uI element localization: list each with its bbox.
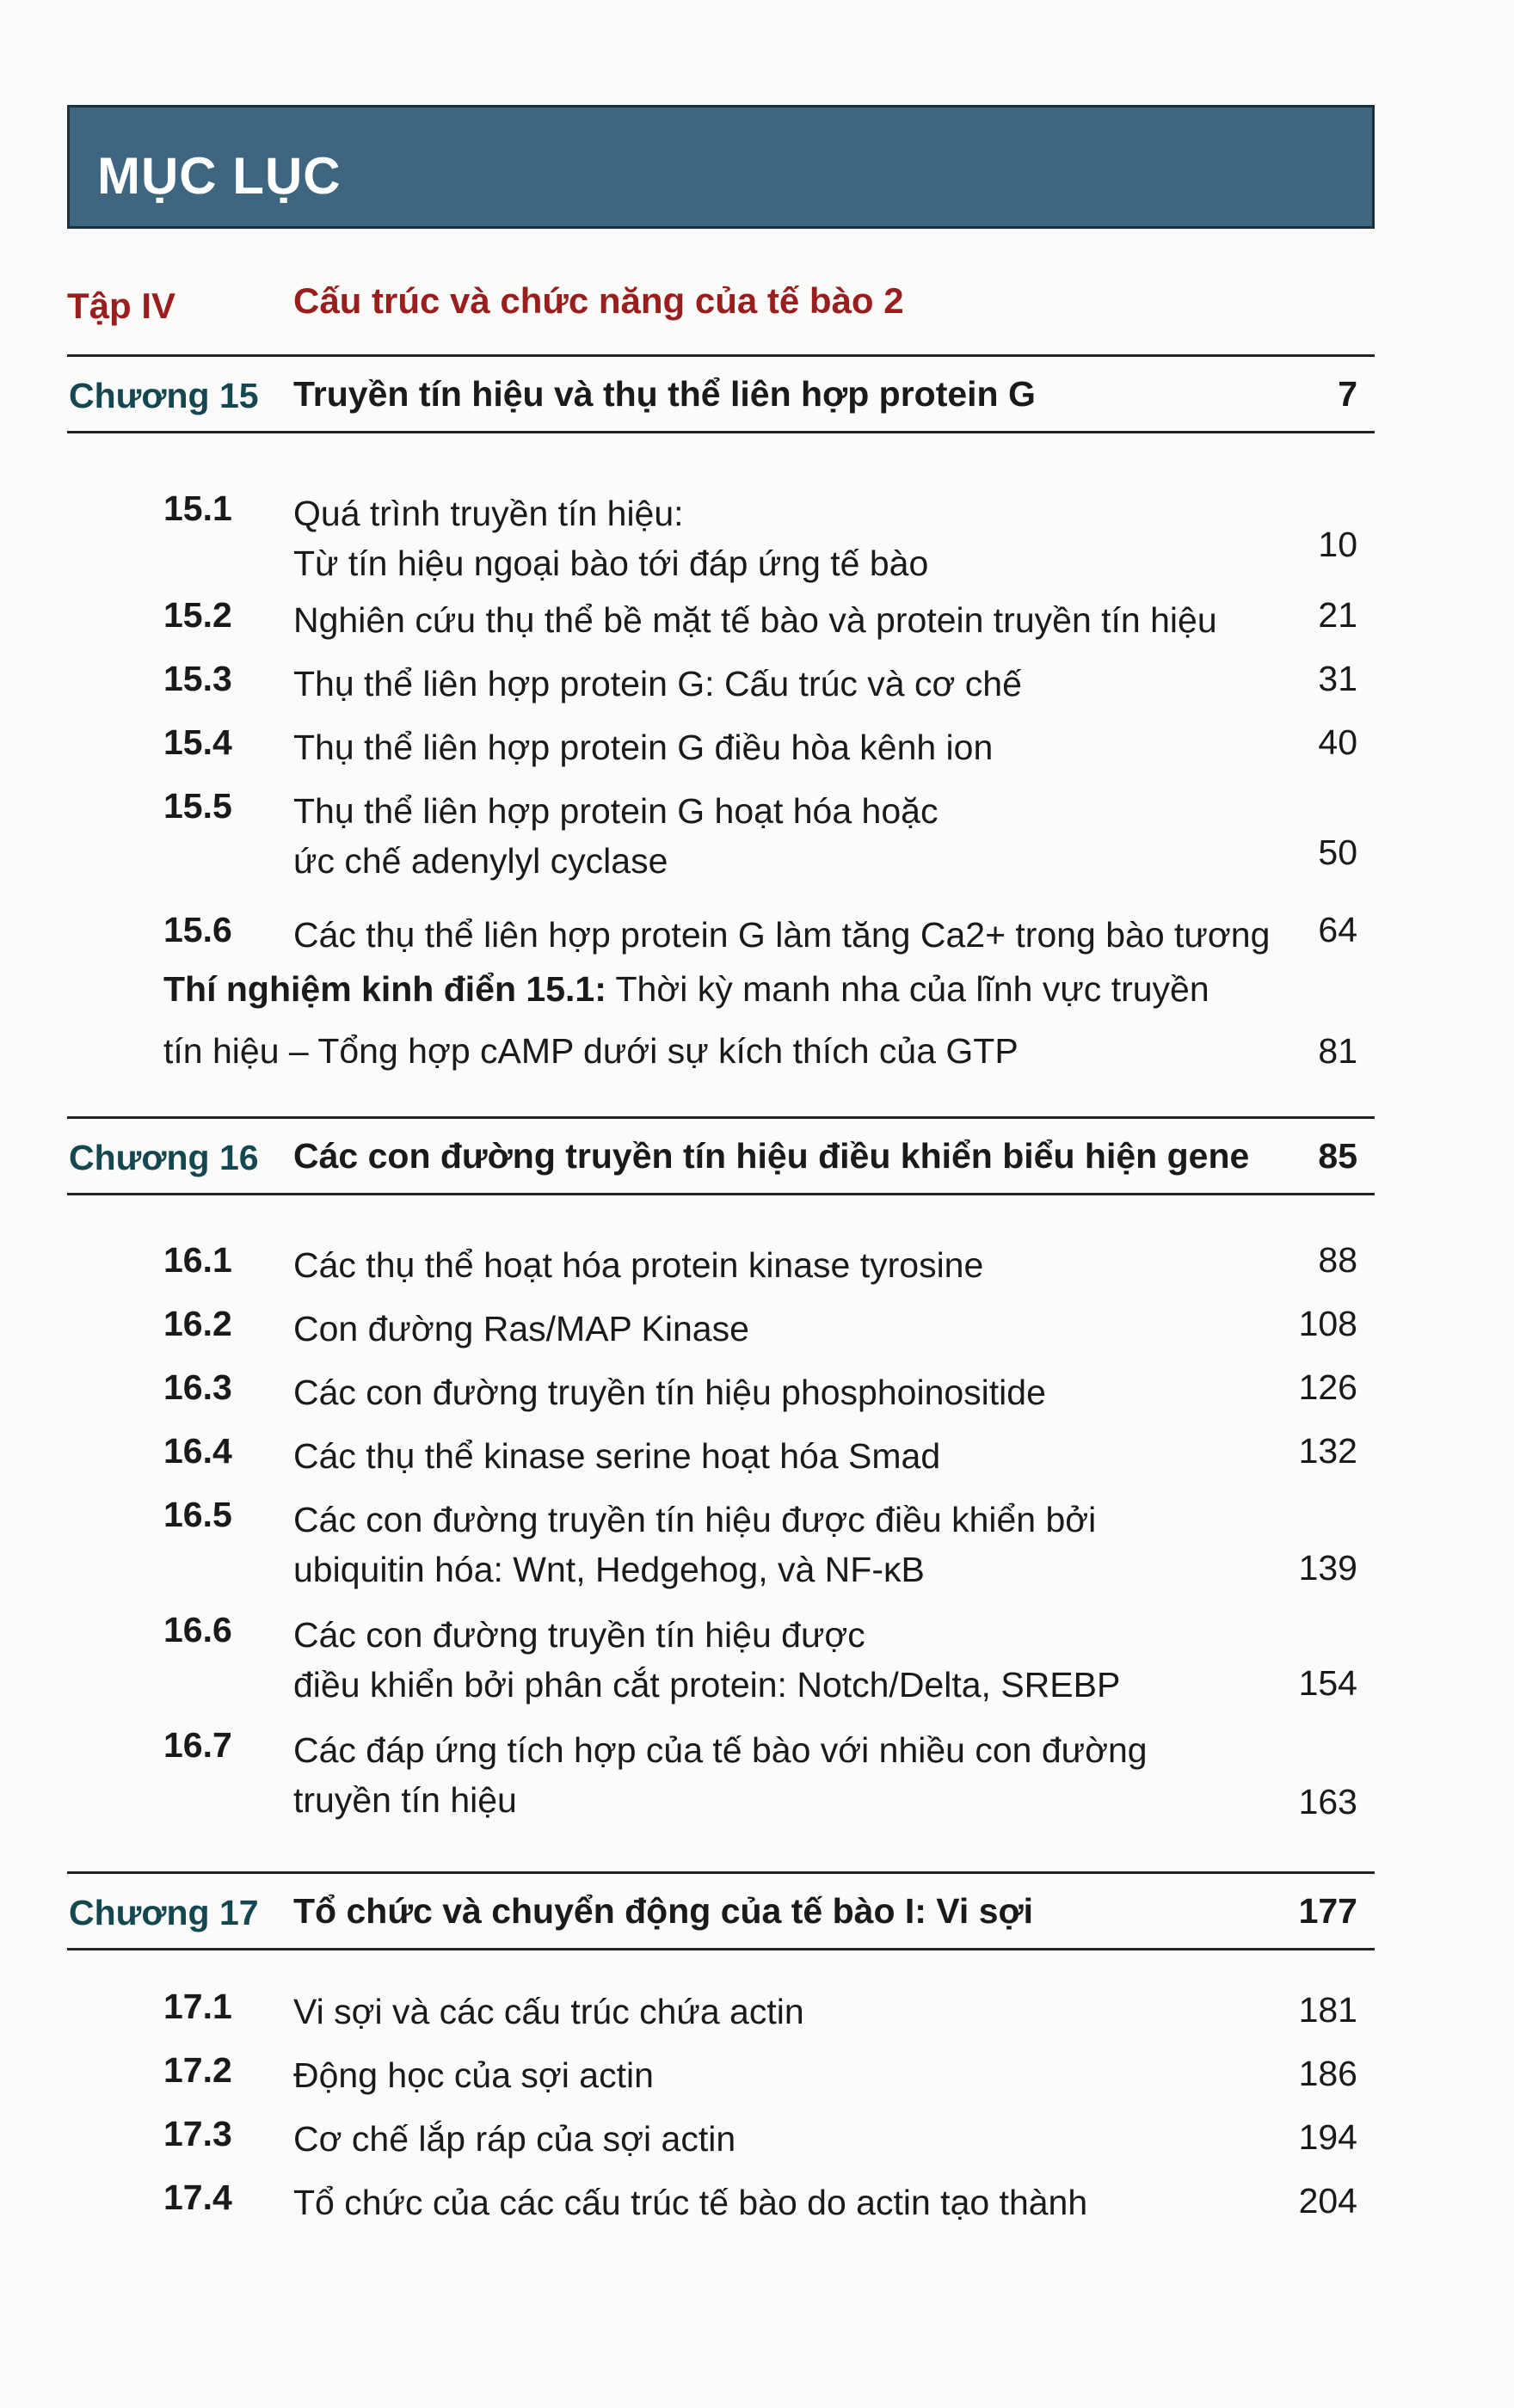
section-title: Động học của sợi actin [293, 2055, 654, 2095]
section-number: 16.3 [163, 1367, 232, 1407]
chapter-page: 7 [1338, 374, 1357, 414]
section-page: 88 [1318, 1240, 1357, 1280]
chapter-heading-17[interactable] [67, 1871, 1375, 1950]
chapter-title: Các con đường truyền tín hiệu điều khiển biểu hiện gene [293, 1136, 1250, 1176]
experiment-page: 81 [1318, 1031, 1357, 1071]
section-title: Nghiên cứu thụ thể bề mặt tế bào và protein truyền tín hiệu [293, 600, 1217, 640]
section-page: 154 [1298, 1663, 1357, 1703]
section-title: Cơ chế lắp ráp của sợi actin [293, 2119, 736, 2159]
section-number: 17.1 [163, 1987, 232, 2026]
chapter-label: Chương 15 [69, 376, 259, 415]
section-number: 16.5 [163, 1495, 232, 1534]
section-number: 16.7 [163, 1725, 232, 1765]
section-number: 17.3 [163, 2114, 232, 2153]
chapter-page: 177 [1298, 1891, 1357, 1931]
section-page: 163 [1298, 1782, 1357, 1821]
section-page: 186 [1298, 2054, 1357, 2093]
section-number: 15.5 [163, 786, 232, 826]
section-title: Con đường Ras/MAP Kinase [293, 1309, 749, 1348]
section-number: 16.6 [163, 1610, 232, 1649]
section-title: Thụ thể liên hợp protein G hoạt hóa hoặc ức chế adenylyl cyclase [293, 791, 939, 881]
section-number: 15.6 [163, 910, 232, 949]
experiment-title-line1: Thời kỳ manh nha của lĩnh vực truyền [615, 969, 1209, 1009]
section-page: 21 [1318, 595, 1357, 635]
section-number: 16.4 [163, 1431, 232, 1471]
section-title: Các thụ thể liên hợp protein G làm tăng Ca2+ trong bào tương [293, 915, 1271, 955]
chapter-title: Truyền tín hiệu và thụ thể liên hợp protein G [293, 374, 1036, 414]
chapter-heading-16[interactable] [67, 1116, 1375, 1195]
chapter-label: Chương 17 [69, 1893, 259, 1932]
volume-label: Tập IV [67, 286, 176, 326]
section-number: 17.2 [163, 2050, 232, 2090]
section-title: Các con đường truyền tín hiệu được điều khiển bởi ubiquitin hóa: Wnt, Hedgehog, và NF-κB [293, 1500, 1097, 1589]
volume-title: Cấu trúc và chức năng của tế bào 2 [293, 280, 904, 321]
section-title: Tổ chức của các cấu trúc tế bào do actin tạo thành [293, 2183, 1088, 2222]
classic-experiment-entry[interactable] [163, 958, 1375, 1082]
chapter-page: 85 [1318, 1136, 1357, 1176]
section-number: 15.3 [163, 659, 232, 698]
section-title: Thụ thể liên hợp protein G: Cấu trúc và cơ chế [293, 664, 1022, 703]
section-page: 64 [1318, 910, 1357, 949]
section-number: 15.4 [163, 722, 232, 762]
chapter-heading-15[interactable] [67, 354, 1375, 433]
section-title: Các đáp ứng tích hợp của tế bào với nhiều con đường truyền tín hiệu [293, 1730, 1148, 1820]
section-page: 10 [1318, 525, 1357, 564]
section-number: 16.2 [163, 1304, 232, 1343]
section-page: 139 [1298, 1548, 1357, 1588]
toc-banner [67, 105, 1375, 229]
section-number: 15.2 [163, 595, 232, 635]
experiment-label: Thí nghiệm kinh điển 15.1: [163, 969, 606, 1009]
section-page: 31 [1318, 659, 1357, 698]
section-title: Các thụ thể kinase serine hoạt hóa Smad [293, 1436, 941, 1476]
section-page: 40 [1318, 722, 1357, 762]
section-title: Vi sợi và các cấu trúc chứa actin [293, 1992, 804, 2031]
experiment-title-line2: tín hiệu – Tổng hợp cAMP dưới sự kích thích của GTP [163, 1031, 1019, 1071]
chapter-title: Tổ chức và chuyển động của tế bào I: Vi sợi [293, 1891, 1034, 1931]
section-page: 194 [1298, 2117, 1357, 2157]
section-title: Thụ thể liên hợp protein G điều hòa kênh ion [293, 728, 994, 767]
section-page: 50 [1318, 832, 1357, 872]
section-page: 108 [1298, 1304, 1357, 1343]
section-number: 17.4 [163, 2178, 232, 2217]
volume-heading [67, 275, 1375, 327]
chapter-label: Chương 16 [69, 1138, 259, 1177]
section-number: 16.1 [163, 1240, 232, 1280]
section-title: Quá trình truyền tín hiệu: Từ tín hiệu ngoại bào tới đáp ứng tế bào [293, 494, 929, 583]
section-page: 181 [1298, 1990, 1357, 2030]
section-number: 15.1 [163, 488, 232, 528]
section-title: Các con đường truyền tín hiệu được điều khiển bởi phân cắt protein: Notch/Delta, SREBP [293, 1615, 1121, 1705]
section-page: 132 [1298, 1431, 1357, 1471]
page-title: MỤC LỤC [97, 147, 342, 205]
section-title: Các thụ thể hoạt hóa protein kinase tyrosine [293, 1245, 984, 1285]
section-page: 204 [1298, 2181, 1357, 2221]
section-page: 126 [1298, 1367, 1357, 1407]
section-title: Các con đường truyền tín hiệu phosphoinositide [293, 1373, 1046, 1412]
